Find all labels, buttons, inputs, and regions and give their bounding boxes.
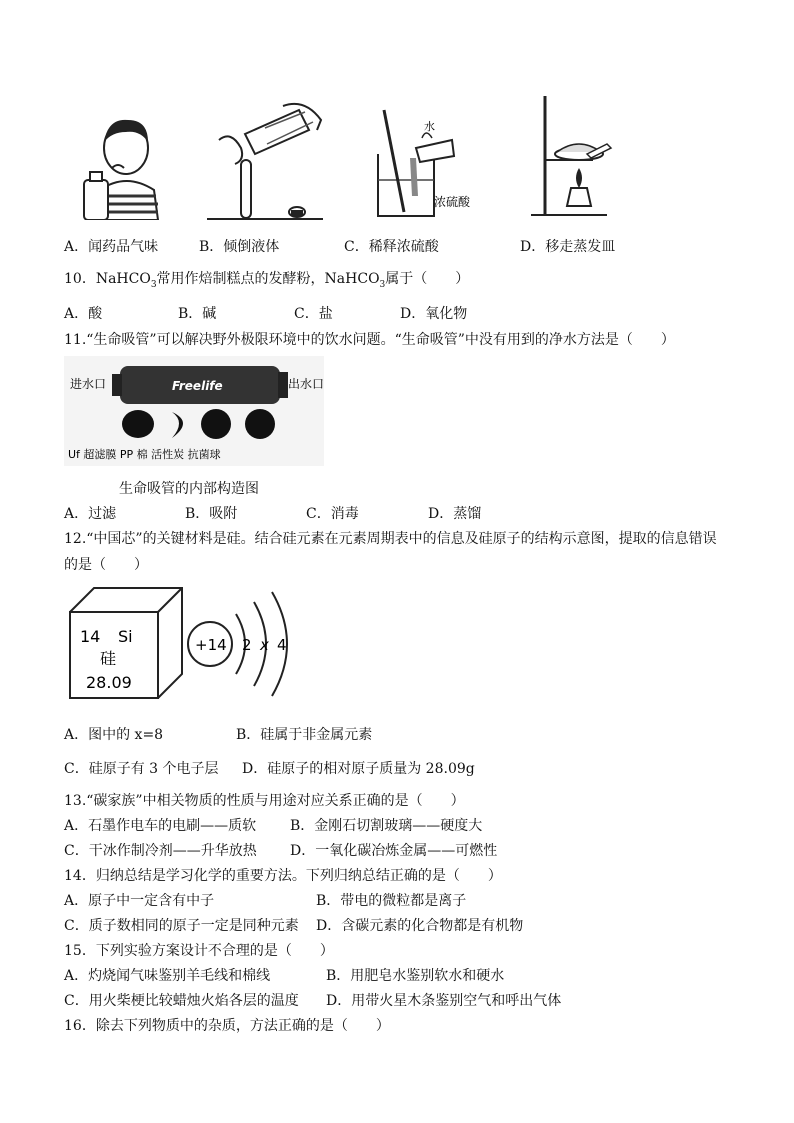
dilute-acid-figure [370,108,480,220]
inlet-label: 进水口 [70,377,107,391]
q11-option-b[interactable]: B．吸附 [185,506,238,522]
q10-option-a[interactable]: A．酸 [64,306,103,322]
evaporating-dish-figure [525,96,615,218]
q14-stem: 14．归纳总结是学习化学的重要方法。下列归纳总结正确的是（ ） [64,868,502,884]
q10-stem-post: 属于（ ） [385,271,470,287]
q10-sub-1: 3 [150,279,157,290]
silicon-element-card [66,584,186,704]
q10-sub-2: 3 [379,279,386,290]
q12-stem-line-2: 的是（ ） [64,557,148,573]
q12-option-d[interactable]: D．硅原子的相对原子质量为 28.09g [242,761,475,777]
silicon-atom-structure [184,586,294,698]
q11-option-a[interactable]: A．过滤 [64,506,117,522]
q11-option-c[interactable]: C．消毒 [306,506,359,522]
element-symbol: Si [118,627,133,646]
q14-option-b[interactable]: B．带电的微粒都是离子 [316,893,467,909]
q9-option-b[interactable]: B．倾倒液体 [199,239,280,255]
shell-3-count: 4 [277,636,287,654]
q10-stem-mid: 常用作焙制糕点的发酵粉，NaHCO [156,271,380,287]
smell-reagent-figure [82,112,168,220]
q12-option-a[interactable]: A．图中的 x=8 [64,727,164,743]
q15-option-d[interactable]: D．用带火星木条鉴别空气和呼出气体 [326,993,562,1009]
q15-option-a[interactable]: A．灼烧闻气味鉴别羊毛线和棉线 [64,968,271,984]
q15-stem: 15．下列实验方案设计不合理的是（ ） [64,943,334,959]
acid-label: 浓硫酸 [434,195,471,209]
q10-stem-pre: 10．NaHCO [64,271,151,287]
q9-option-d[interactable]: D．移走蒸发皿 [520,239,616,255]
q12-stem-line-1: 12.“中国芯”的关键材料是硅。结合硅元素在元素周期表中的信息及硅原子的结构示意图，提取的信息错误 [64,531,717,547]
q12-option-c[interactable]: C．硅原子有 3 个电子层 [64,761,219,777]
nucleus-charge: +14 [195,636,227,654]
parts-label: Uf 超滤膜 PP 棉 活性炭 抗菌球 [68,448,221,461]
q11-option-d[interactable]: D．蒸馏 [428,506,482,522]
element-name: 硅 [100,649,117,668]
shell-2-count: x [260,636,269,654]
q10-option-c[interactable]: C．盐 [294,306,333,322]
q12-option-b[interactable]: B．硅属于非金属元素 [236,727,373,743]
q13-option-a[interactable]: A．石墨作电车的电刷——质软 [64,818,257,834]
outlet-label: 出水口 [288,377,324,391]
q14-option-a[interactable]: A．原子中一定含有中子 [64,893,215,909]
q16-stem: 16．除去下列物质中的杂质，方法正确的是（ ） [64,1018,390,1034]
q13-option-c[interactable]: C．干冰作制冷剂——升华放热 [64,843,257,859]
shell-1-count: 2 [242,636,252,654]
q15-option-b[interactable]: B．用肥皂水鉴别软水和硬水 [326,968,505,984]
pour-liquid-figure [205,100,327,222]
brand-label: Freelife [172,379,223,393]
q13-stem: 13.“碳家族”中相关物质的性质与用途对应关系正确的是（ ） [64,793,465,809]
q11-figure-caption: 生命吸管的内部构造图 [119,481,259,497]
element-number: 14 [80,627,101,646]
q11-stem: 11.“生命吸管”可以解决野外极限环境中的饮水问题。“生命吸管”中没有用到的净水方法是（ ） [64,332,675,348]
q10-stem [64,268,469,290]
q13-option-b[interactable]: B．金刚石切割玻璃——硬度大 [290,818,483,834]
element-mass: 28.09 [86,673,132,692]
q14-option-c[interactable]: C．质子数相同的原子一定是同种元素 [64,918,299,934]
q13-option-d[interactable]: D．一氧化碳冶炼金属——可燃性 [290,843,498,859]
q9-option-c[interactable]: C．稀释浓硫酸 [344,239,439,255]
q10-option-d[interactable]: D．氧化物 [400,306,468,322]
q9-option-a[interactable]: A．闻药品气味 [64,239,159,255]
q14-option-d[interactable]: D．含碳元素的化合物都是有机物 [316,918,524,934]
q10-option-b[interactable]: B．碱 [178,306,217,322]
life-straw-figure [64,356,324,466]
water-label: 水 [424,120,435,133]
q15-option-c[interactable]: C．用火柴梗比较蜡烛火焰各层的温度 [64,993,299,1009]
